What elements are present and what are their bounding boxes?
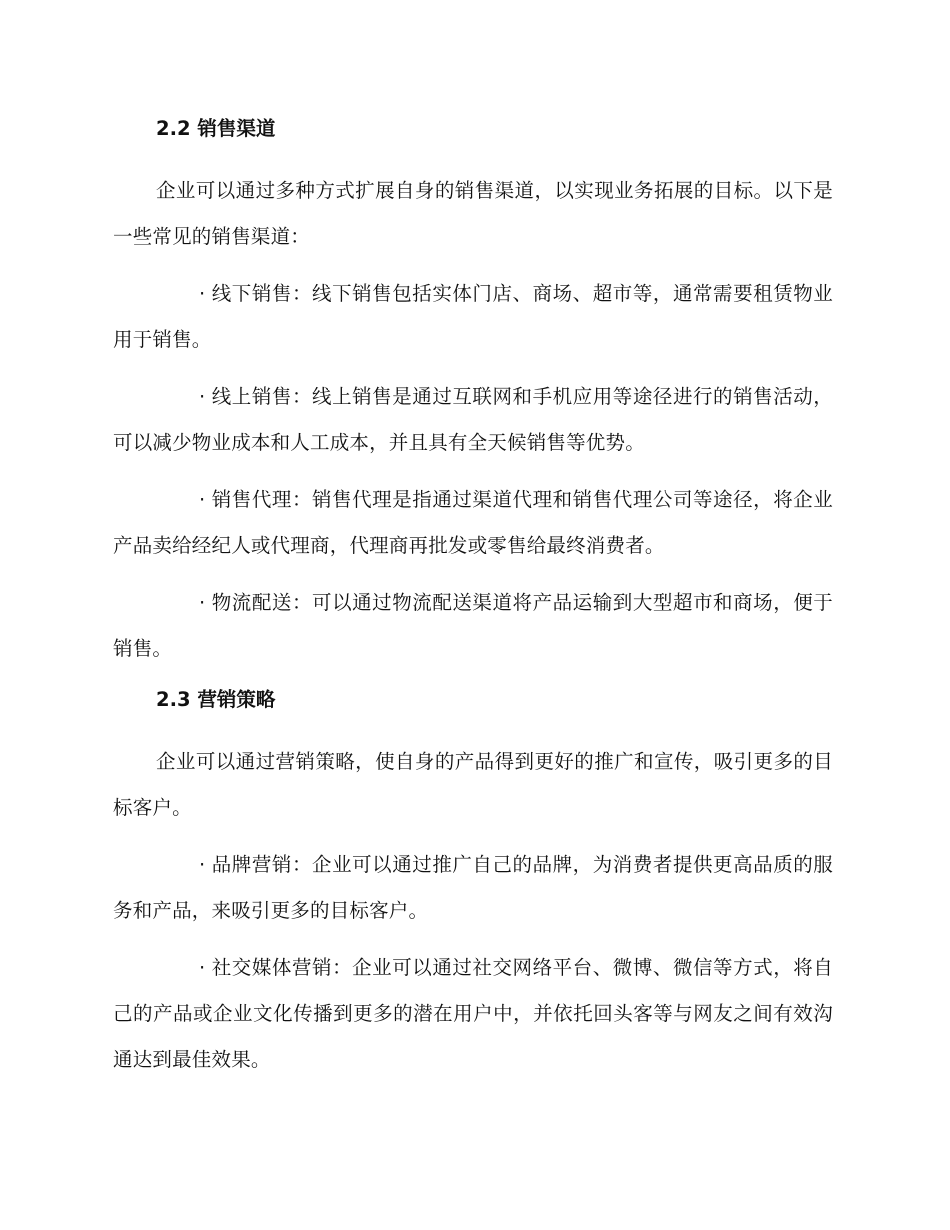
bullet-offline-sales — [113, 271, 833, 363]
bullet-text: 销售代理：销售代理是指通过渠道代理和销售代理公司等途径，将企业产品卖给经纪人或代理商，代理商再批发或零售给最终消费者。 — [113, 488, 833, 557]
section-heading-marketing-strategy: 2.3 营销策略 — [156, 688, 276, 711]
document-body — [113, 112, 833, 1094]
marketing-strategy-intro: 企业可以通过营销策略，使自身的产品得到更好的推广和宣传，吸引更多的目标客户。 — [113, 750, 833, 819]
bullet-dot: · — [199, 853, 206, 876]
bullet-text: 线上销售：线上销售是通过互联网和手机应用等途径进行的销售活动，可以减少物业成本和人工成本，并且具有全天候销售等优势。 — [113, 385, 833, 454]
bullet-social-media-marketing — [113, 945, 833, 1083]
sales-channels-intro: 企业可以通过多种方式扩展自身的销售渠道，以实现业务拓展的目标。以下是一些常见的销售渠道： — [113, 179, 833, 248]
bullet-dot: · — [199, 282, 206, 305]
bullet-dot: · — [199, 591, 206, 614]
bullet-logistics — [113, 580, 833, 672]
bullet-text: 社交媒体营销：企业可以通过社交网络平台、微博、微信等方式，将自己的产品或企业文化传播到更多的潜在用户中，并依托回头客等与网友之间有效沟通达到最佳效果。 — [113, 956, 833, 1071]
bullet-dot: · — [199, 488, 206, 511]
bullet-sales-agent — [113, 477, 833, 569]
bullet-text: 线下销售：线下销售包括实体门店、商场、超市等，通常需要租赁物业用于销售。 — [113, 282, 833, 351]
bullet-dot: · — [199, 956, 206, 979]
section-heading-sales-channels: 2.2 销售渠道 — [156, 117, 276, 140]
bullet-text: 品牌营销：企业可以通过推广自己的品牌，为消费者提供更高品质的服务和产品，来吸引更多的目标客户。 — [113, 853, 833, 922]
bullet-online-sales — [113, 374, 833, 466]
bullet-brand-marketing — [113, 842, 833, 934]
bullet-dot: · — [199, 385, 206, 408]
bullet-text: 物流配送：可以通过物流配送渠道将产品运输到大型超市和商场，便于销售。 — [113, 591, 833, 660]
